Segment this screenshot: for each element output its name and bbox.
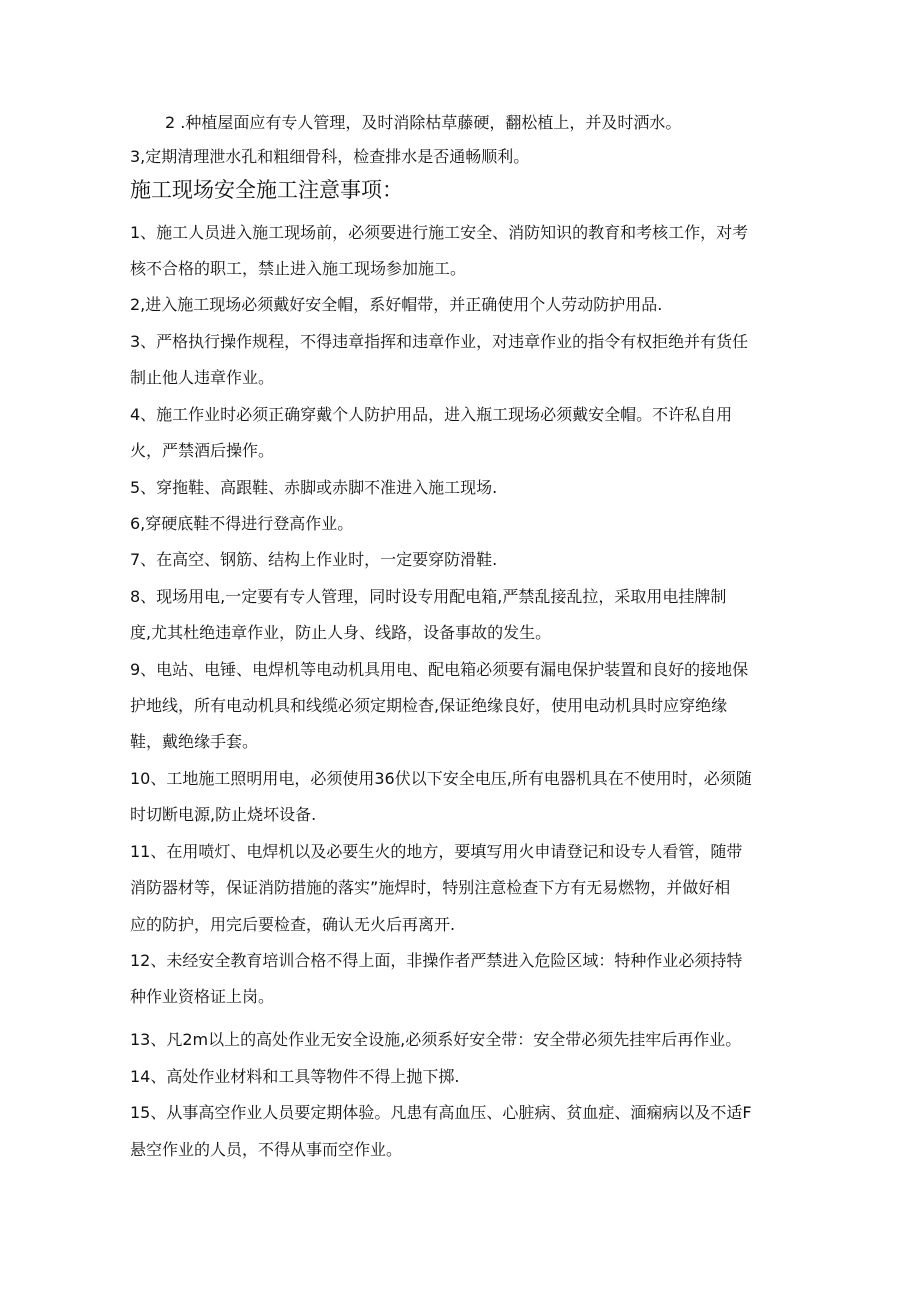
intro-item-3: 3,定期清理泄水孔和粗细骨科，检查排水是否通畅顺利。 [130,147,530,166]
paragraph-line: 13、凡2m以上的高处作业无安全设施,必须系好安全带：安全带必须先挂牢后再作业。 [130,1030,742,1049]
paragraph-line: 制止他人违章作业。 [130,368,275,387]
paragraph-line: 应的防护，用完后要检查，确认无火后再离开. [130,915,456,934]
paragraph-line: 7、在高空、钢筋、结构上作业时，一定要穿防滑鞋. [130,550,498,569]
paragraph-line: 5、穿拖鞋、高跟鞋、赤脚或赤脚不准进入施工现场. [130,478,498,497]
section-title: 施工现场安全施工注意事项： [130,178,403,202]
paragraph-line: 核不合格的职工，禁止进入施工现场参加施工。 [130,259,467,278]
paragraph-line: 3、严格执行操作规程，不得违章指挥和违章作业，对违章作业的指令有权拒绝并有货任 [130,332,749,351]
paragraph-line: 9、电站、电锤、电焊机等电动机具用电、配电箱必须要有漏电保护装置和良好的接地保 [130,660,749,679]
paragraph-line: 6,穿硬底鞋不得进行登高作业。 [130,514,354,533]
intro-item-2: 2 .种植屋面应有专人管理，及时消除枯草藤硬，翻松植上，并及时洒水。 [165,113,682,132]
paragraph-line: 2,进入施工现场必须戴好安全帽，系好帽带，并正确使用个人劳动防护用品. [130,295,663,314]
paragraph-line: 1、施工人员进入施工现场前，必须要进行施工安全、消防知识的教育和考核工作，对考 [130,223,749,242]
paragraph-line: 火，严禁酒后操作。 [130,441,275,460]
paragraph-line: 14、高处作业材料和工具等物件不得上抛下掷. [130,1067,460,1086]
paragraph-line: 10、工地施工照明用电，必须使用36伏以下安全电压,所有电器机具在不使用时，必须随 [130,769,752,788]
paragraph-line: 15、从事高空作业人员要定期体验。凡患有高血压、心脏病、贫血症、湎痫病以及不适F [130,1103,752,1122]
paragraph-line: 4、施工作业时必须正确穿戴个人防护用品，进入瓶工现场必须戴安全帽。不许私自用 [130,405,733,424]
paragraph-line: 护地线，所有电动机具和线缆必须定期检杳,保证绝缘良好，使用电动机具时应穿绝缘 [130,696,728,715]
paragraph-line: 种作业资格证上岗。 [130,987,275,1006]
paragraph-line: 时切断电源,防止烧坏设备. [130,805,317,824]
paragraph-line: 悬空作业的人员，不得从事而空作业。 [130,1140,403,1159]
paragraph-line: 8、现场用电,一定要有专人管理，同时设专用配电箱,严禁乱接乱拉，采取用电挂牌制 [130,587,727,606]
paragraph-line: 鞋，戴绝缘手套。 [130,732,259,751]
paragraph-line: 消防器材等，保证消防措施的落实”施焊时，特别注意检查下方有无易燃物，并做好相 [130,878,731,897]
paragraph-line: 度,尤其杜绝违章作业，防止人身、线路，设备事故的发生。 [130,623,552,642]
paragraph-line: 11、在用喷灯、电焊机以及必要生火的地方，要填写用火申请登记和设专人看管，随带 [130,842,743,861]
paragraph-line: 12、未经安全教育培训合格不得上面，非操作者严禁进入危险区域：特种作业必须持特 [130,951,743,970]
